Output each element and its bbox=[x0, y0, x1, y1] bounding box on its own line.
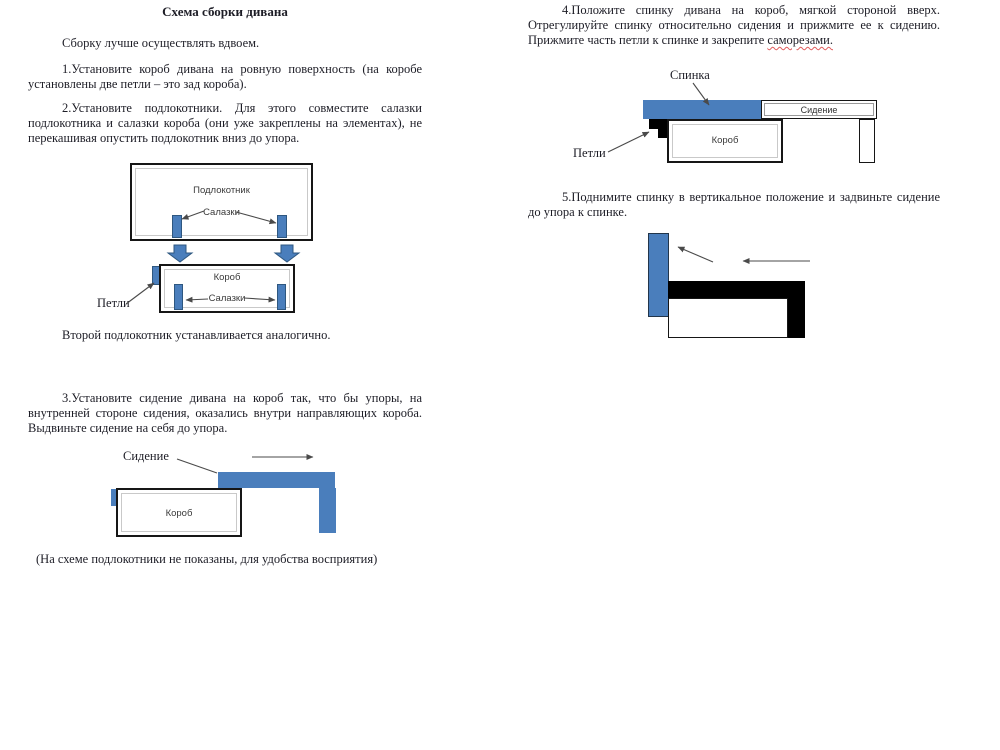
diagram4-seat-right-bar bbox=[788, 298, 805, 338]
armrest-note: Второй подлокотник устанавливается аналогично. bbox=[62, 328, 331, 342]
diagram3-hinge-arrow-icon bbox=[608, 132, 649, 152]
diagram3-seat-leg bbox=[859, 119, 875, 163]
diagram2-seat-label: Сидение bbox=[123, 449, 169, 463]
step-5-paragraph: 5.Поднимите спинку в вертикальное положение и задвиньте сидение до упора к спинке. bbox=[528, 190, 940, 219]
diagram1-hinges-label: Петли bbox=[97, 296, 130, 310]
diagram3-hinges-label: Петли bbox=[573, 146, 606, 160]
diagram1-korob-label: Короб bbox=[213, 272, 241, 283]
diagram3-seat-label: Сидение bbox=[800, 104, 838, 115]
diagram1-slides-label-top: Салазки bbox=[203, 207, 240, 218]
diagram1-armrest-slide-left bbox=[172, 215, 182, 238]
diagram4-korob-outline bbox=[668, 298, 788, 338]
diagram4-lift-arrow-icon bbox=[678, 247, 713, 262]
diagram3-seat-box-inner-border bbox=[764, 103, 874, 116]
intro-paragraph: Сборку лучше осуществлять вдвоем. bbox=[62, 36, 260, 50]
diagram3-seat-box bbox=[761, 100, 877, 119]
diagram1-down-arrow-left-icon bbox=[168, 245, 192, 262]
diagram2-korob-label: Короб bbox=[165, 508, 193, 519]
diagram4-seat-top-bar bbox=[668, 281, 805, 298]
diagram1-armrest-label: Подлокотник bbox=[193, 185, 250, 196]
diagram4-back-upright bbox=[648, 233, 669, 317]
diagram1-korob-slide-left bbox=[174, 284, 183, 310]
diagram1-armrest-slide-right bbox=[277, 215, 287, 238]
diagram3-korob-label: Короб bbox=[711, 135, 739, 146]
diagram3-back-label: Спинка bbox=[670, 68, 710, 82]
diagram3-korob-box bbox=[667, 119, 783, 163]
diagram1-slides-label-bottom: Салазки bbox=[208, 293, 246, 304]
scheme-note: (На схеме подлокотники не показаны, для удобства восприятия) bbox=[36, 552, 378, 566]
page-title: Схема сборки дивана bbox=[162, 4, 288, 19]
step-4-paragraph bbox=[528, 3, 940, 48]
diagram2-korob-box bbox=[116, 488, 242, 537]
step-3-paragraph: 3.Установите сидение дивана на короб так, что бы упоры, на внутренней стороне сидения, оказались внутри направляющих короба. Выдвиньте сидение на себя до упора. bbox=[28, 391, 422, 435]
diagram3-back-bar bbox=[643, 100, 761, 119]
diagram1-hinge-arrow-icon bbox=[126, 283, 154, 304]
step-4-text: 4.Положите спинку дивана на короб, мягкой стороной вверх. Отрегулируйте спинку относительно сидения и прижмите ее к сидению. Прижмите часть петли к спинке и закрепите bbox=[528, 3, 940, 47]
step-4-misspelled-word: саморезами. bbox=[767, 33, 833, 47]
diagram1-down-arrow-right-icon bbox=[275, 245, 299, 262]
diagram2-seat-leader-line bbox=[177, 459, 217, 473]
diagram1-korob-slide-right bbox=[277, 284, 286, 310]
step-2-paragraph: 2.Установите подлокотники. Для этого совместите салазки подлокотника и салазки короба (они уже закреплены на элементах), не перекашивая опустить подлокотник вниз до упора. bbox=[28, 101, 422, 145]
step-1-paragraph: 1.Установите короб дивана на ровную поверхность (на коробе установлены две петли – это зад короба). bbox=[28, 62, 422, 91]
diagram2-seat-bar bbox=[218, 472, 335, 488]
diagram2-seat-leg bbox=[319, 488, 336, 533]
